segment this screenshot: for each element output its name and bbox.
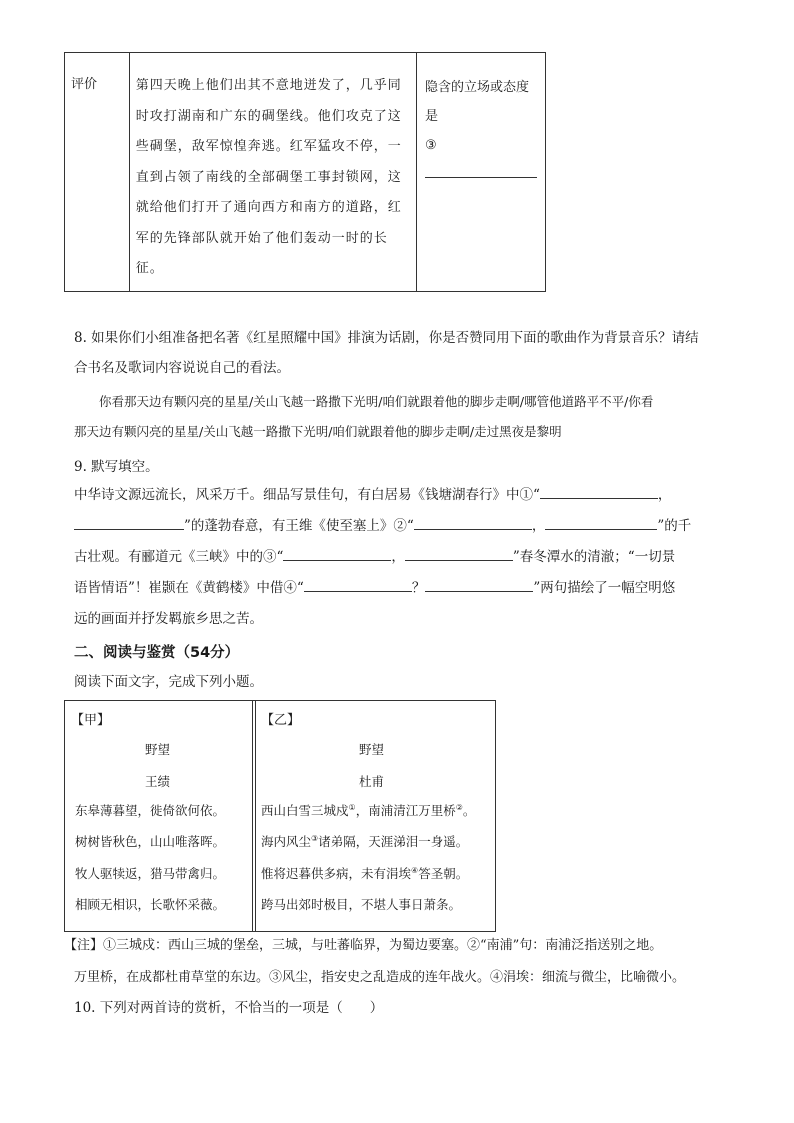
question-10: 10. 下列对两首诗的赏析，不恰当的一项是（ ） [74, 1000, 384, 1016]
poems-divider [252, 701, 256, 931]
section-instruction: 阅读下面文字，完成下列小题。 [74, 674, 263, 690]
q9-text: ， [391, 549, 405, 565]
fill-blank[interactable] [540, 485, 658, 499]
fill-blank[interactable] [304, 578, 412, 592]
poem-b-tag: 【乙】 [261, 713, 301, 728]
question-9-title: 9. 默写填空。 [74, 459, 159, 475]
notes-line1: 【注】①三城戍：西山三城的堡垒，三城，与吐蕃临界，为蜀边要塞。②“南浦”句：南浦泛指送别之地。 [64, 938, 663, 953]
evaluation-table [64, 52, 546, 292]
q9-text: ， [531, 518, 546, 534]
poem-notes [64, 930, 754, 994]
question-8-line2: 合书名及歌词内容说说自己的看法。 [74, 360, 290, 376]
poems-box [64, 700, 496, 932]
fill-blank[interactable] [74, 516, 184, 530]
poem-a-title: 野望 [145, 742, 171, 757]
q9-text: ”两句描绘了一幅空明悠 [533, 580, 676, 596]
q9-text: ”的千 [657, 518, 692, 534]
question-8 [74, 326, 734, 380]
poem-a-line: 相顾无相识，长歌怀采薇。 [75, 897, 226, 912]
answer-blank[interactable] [425, 164, 537, 178]
poem-b-line: 惟将迟暮供多病，未有涓埃④答圣朝。 [261, 865, 469, 881]
q9-text: ， [657, 487, 672, 503]
poem-a-line: 牧人驱犊返，猎马带禽归。 [75, 866, 226, 881]
fill-blank[interactable] [545, 516, 657, 530]
poem-b-line: 海内风尘③诸弟隔，天涯涕泪一身遥。 [261, 833, 469, 849]
poem-a-tag: 【甲】 [71, 713, 111, 728]
question-8-line1: 8. 如果你们小组准备把名著《红星照耀中国》排演为话剧，你是否赞同用下面的歌曲作为背景音乐？请结 [74, 330, 699, 346]
q9-text: 古壮观。有郦道元《三峡》中的③“ [74, 549, 284, 565]
fill-blank[interactable] [405, 547, 513, 561]
fill-blank[interactable] [414, 516, 532, 530]
q9-text: 远的画面并抒发羁旅乡思之苦。 [74, 611, 263, 627]
q9-text: 语皆情语”！崔颢在《黄鹤楼》中借④“ [74, 580, 304, 596]
poem-b-line: 跨马出郊时极目，不堪人事日萧条。 [261, 897, 462, 912]
circled-number: ③ [425, 138, 437, 153]
notes-line2: 万里桥，在成都杜甫草堂的东边。③风尘，指安史之乱造成的连年战火。④涓埃：细流与微尘，比喻微小。 [74, 970, 686, 985]
poem-a-line: 东皋薄暮望，徙倚欲何依。 [75, 803, 226, 818]
lyrics-line1: 你看那天边有颗闪亮的星星/关山飞越一路撒下光明/咱们就跟着他的脚步走啊/哪管他道路平不平/你看 [99, 394, 654, 409]
section-heading: 二、阅读与鉴赏（54分） [74, 645, 240, 661]
question-9-body [74, 480, 724, 635]
poem-b-author: 杜甫 [359, 774, 385, 789]
table-label: 评价 [71, 77, 98, 92]
song-lyrics-cont [74, 417, 730, 446]
q9-text: ”春冬潭水的清澈；“一切景 [512, 549, 676, 565]
fill-blank[interactable] [425, 578, 533, 592]
table-prompt: 隐含的立场或态度是 [425, 80, 530, 124]
poem-b-line: 西山白雪三城戍①，南浦清江万里桥②。 [261, 802, 476, 818]
lyrics-line2: 那天边有颗闪亮的星星/关山飞越一路撒下光明/咱们就跟着他的脚步走啊/走过黑夜是黎明 [74, 424, 562, 439]
table-passage: 第四天晚上他们出其不意地迸发了，几乎同时攻打湖南和广东的碉堡线。他们攻克了这些碉堡，敌军惊惶奔逃。红军猛攻不停，一直到占领了南线的全部碉堡工事封锁网，这就给他们打开了通向西方和南方的道路，红军的先锋部队就开始了他们轰动一时的长征。 [135, 78, 402, 276]
poem-b-title: 野望 [359, 742, 385, 757]
song-lyrics [99, 387, 739, 416]
q9-text: 中华诗文源远流长，风采万千。细品写景佳句，有白居易《钱塘湖春行》中①“ [74, 487, 540, 503]
q9-text: ”的蓬勃春意，有王维《使至塞上》②“ [184, 518, 414, 534]
q9-text: ？ [411, 580, 426, 596]
poem-a-author: 王绩 [145, 774, 171, 789]
fill-blank[interactable] [283, 547, 391, 561]
poem-a-line: 树树皆秋色，山山唯落晖。 [75, 834, 226, 849]
